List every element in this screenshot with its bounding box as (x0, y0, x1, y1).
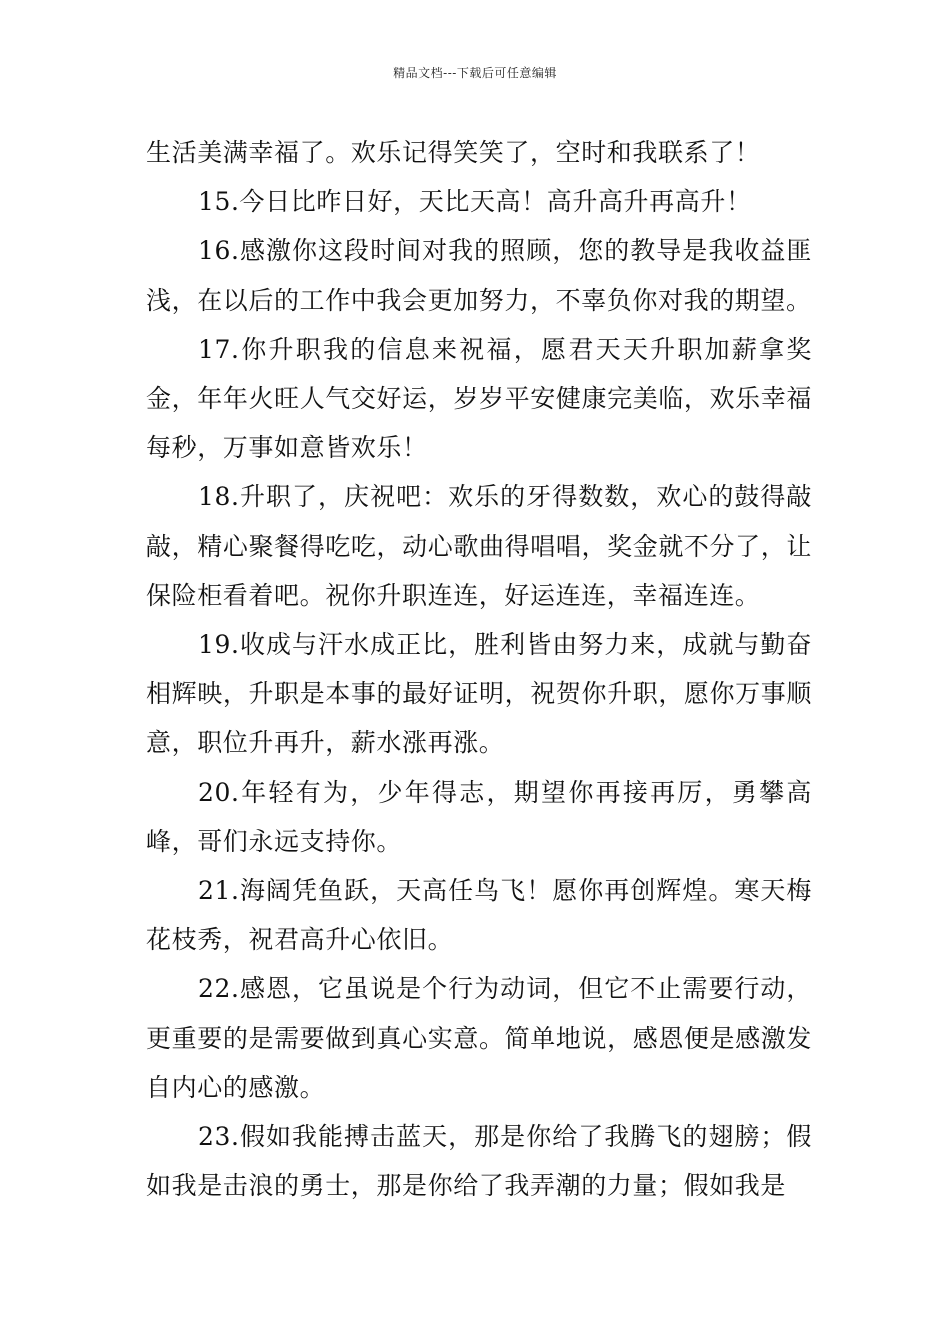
document-body (146, 128, 812, 1210)
paragraph: 20.年轻有为，少年得志，期望你再接再厉，勇攀高峰，哥们永远支持你。 (146, 777, 812, 856)
paragraph: 生活美满幸福了。欢乐记得笑笑了，空时和我联系了！ (146, 138, 761, 167)
paragraph: 15.今日比昨日好，天比天高！高升高升再高升！ (198, 187, 752, 217)
page-header: 精品文档---下载后可任意编辑 (393, 66, 557, 80)
paragraph: 16.感激你这段时间对我的照顾，您的教导是我收益匪浅，在以后的工作中我会更加努力，不辜负你对我的期望。 (146, 236, 812, 315)
paragraph: 18.升职了，庆祝吧：欢乐的牙得数数，欢心的鼓得敲敲，精心聚餐得吃吃，动心歌曲得唱唱，奖金就不分了，让保险柜看着吧。祝你升职连连，好运连连，幸福连连。 (146, 482, 812, 610)
paragraph: 22.感恩，它虽说是个行为动词，但它不止需要行动，更重要的是需要做到真心实意。简单地说，感恩便是感激发自内心的感激。 (146, 974, 812, 1102)
paragraph: 23.假如我能搏击蓝天，那是你给了我腾飞的翅膀；假如我是击浪的勇士，那是你给了我弄潮的力量；假如我是 (146, 1122, 812, 1201)
paragraph: 21.海阔凭鱼跃，天高任鸟飞！愿你再创辉煌。寒天梅花枝秀，祝君高升心依旧。 (146, 876, 812, 955)
paragraph: 19.收成与汗水成正比，胜利皆由努力来，成就与勤奋相辉映，升职是本事的最好证明，祝贺你升职，愿你万事顺意，职位升再升，薪水涨再涨。 (146, 630, 812, 758)
paragraph: 17.你升职我的信息来祝福，愿君天天升职加薪拿奖金，年年火旺人气交好运，岁岁平安健康完美临，欢乐幸福每秒，万事如意皆欢乐！ (146, 334, 812, 463)
